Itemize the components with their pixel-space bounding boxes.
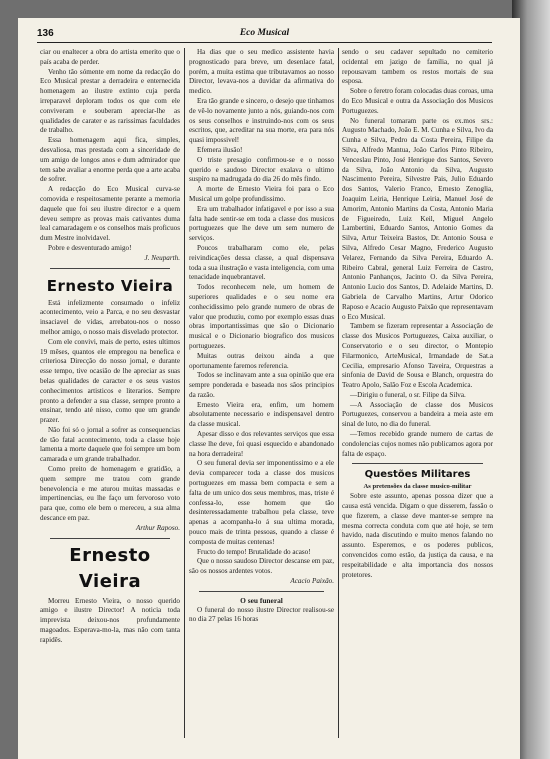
separator [50,268,170,269]
paragraph: Apesar disso e dos relevantes serviços que essa classe lhe deve, foi quasi esquecido e abandonado na hora derradeira! [189,430,334,458]
column-2 [189,48,334,738]
section-subheading: O seu funeral [240,595,283,605]
paragraph: Com ele convivi, mais de perto, estes ultimos 19 mêses, quantos ele empregou na benefica e criteriosa Direcção do nosso jornal, e durante esse tempo, tive ocasião de lhe apreciar as suas belas qualidades de caracter e os seus vastos conhecimentos artisticos e literarios. Sempre pronto a defender a sua classe, sempre pronto a ensinar, tendo até nisso, como que um grande prazer. [40,337,180,425]
paragraph: Todos se inclinavam ante a sua opinião que era sempre ponderada e baseada nos sãos principios da razão. [189,371,334,399]
paragraph: Todos reconhecem nele, um homem de superiores qualidades e o seu nome era conhecidissimo pelo grande numero de obras de valor que produziu, como por exemplo essas duas obras importantissimas que são o Dicionario musical e o Dicionario biografico dos musicos portuguezes. [189,283,334,350]
column-rule-2 [338,48,339,738]
article-heading: Ernesto Vieira [69,544,151,592]
paragraph: —Temos recebido grande numero de cartas de condolencias cujos nomes não publicamos agora por falta de espaço. [342,430,493,458]
paragraph: Era um trabalhador infatigavel e por isso a sua falta hade sentir-se em toda a classe dos musicos portuguezes que lhe deve um sem numero de serviços. [189,204,334,243]
paragraph: Efemera ilusão! [197,145,243,154]
signature: Arthur Raposo. [135,523,180,532]
column-1 [40,48,180,738]
paragraph: Que o nosso saudoso Director descanse em paz, são os nossos ardentes votos. [189,557,334,576]
paragraph: ciar ou enaltecer a obra do artista emerito que o país acaba de perder. [40,48,180,66]
paragraph: Venho tão sómente em nome da redacção do Eco Musical prestar a derradeira e enternecida homenagem ao ilustre extinto cuja perda irreparavel deploram todos os que com ele conviveram e souberam apreciar-lhe as qualidades de carater e as rarissimas faculdades de trabalho. [40,67,180,135]
paragraph: O funeral do nosso ilustre Director realisou-se no dia 27 pelas 16 horas [189,605,334,624]
paragraph: —Dirigiu o funeral, o sr. Filipe da Silva. [350,390,466,399]
paragraph: Poucos trabalharam como ele, pelas reivindicações dessa classe, a qual dispensava toda a sua ilustração e vasta inteligencia, com uma tenacidade inquebrantavel. [189,243,334,282]
article-heading: Questões Militares [364,469,471,481]
paragraph: Ernesto Vieira era, enfim, um homem absolutamente necessario e indispensavel dentro da classe musical. [189,400,334,429]
separator [199,591,324,592]
article-heading: Ernesto Vieira [46,276,174,295]
signature: J. Neuparth. [144,253,180,262]
paragraph: O triste presagio confirmou-se e o nosso querido e saudoso Director exalava o ultimo suspiro na madrugada do dia 26 do mês findo. [189,155,334,184]
paragraph: Sobre este assunto, apenas possoa dizer que a causa está vencida. Digam o que disserem, fassão o que fizerem, a classe deve manter-se sempre na mesma correcta conduta com que até hoje, se tem havido, nada discutindo e muito menos falando no assunto. Esperemos, e os poderes publicos, convencidos como estão, da justiça da causa, e na respeitabilidade e alta importancia dos nossos protetores. [342,492,493,579]
journal-title: Eco Musical [239,28,290,38]
paragraph: Muitas outras deixou ainda a que oportunamente faremos referencia. [189,351,334,370]
separator [50,538,170,539]
paragraph: Tambem se fizeram representar a Associação de classe dos Musicos Portuguezes, Caixa auxiliar, o Conservatorio e o seu director, o Montepio Filarmonico, ArteMusical, Irmandade de Sat.a Cecilia, empresario Afonso Taveira, Orquestras a sinfonia de David de Sousa e Blanch, orquestra do Teatro Apolo, Salão Foz e Escola Academica. [342,322,493,390]
paragraph: Pobre e desventurado amigo! [48,243,132,252]
column-rule-1 [184,48,185,738]
paragraph: Não foi só o jornal a sofrer as consequencias de tão fatal acontecimento, toda a classe hoje lamenta a morte daquele que foi sempre um bom camarada e um grande trabalhador. [40,425,180,464]
paragraph: Está infelizmente consumado o infeliz acontecimento, veio a Parca, e no seu desvastar insaciavel de vidas, arrebatou-nos o nosso melhor amigo, o nosso mais disvelado protector. [40,298,180,336]
paragraph: Essa homenagem aqui fica, simples, desvaliosa, mas prestada com a sinceridade de um amigo de longos anos e dum admirador que tem sabe avaliar a enorme perda que a arte acaba de sofrer. [40,136,180,184]
paragraph: Fructo do tempo! Brutalidade do acaso! [197,547,311,556]
paragraph: Sobre o feretro foram colocadas duas coroas, uma do Eco Musical e outra da Associação dos Musicos Portuguezes. [342,87,493,115]
column-3 [342,48,493,738]
paragraph: Como preito de homenagem e gratidão, a quem sempre me tratou com grande benevolencia e me aturou muitas massadas e impertinencias, eu lhe faço um fervoroso voto para que, como ele bem o mereceu, a sua alma descance em paz. [40,465,180,523]
separator [352,463,483,464]
signature: Acacio Paixão. [290,577,334,586]
paragraph: Ha dias que o seu medico assistente havia prognosticado para breve, um desenlace fatal, porém, a muita estima que tributavamos ao nosso Director, levava-nos a duvidar da afirmativa do medico. [189,48,334,96]
article-subheading: As pretensões da classe musico-militar [363,483,472,491]
page-header [37,28,492,43]
paragraph: A redacção do Eco Musical curva-se comovida e respeitosamente perante a memoria daquele que foi seu ilustre director e a quem deveu sempre as provas mais cativantes duma leal camaradagem e os conselhos mais proficuos dum Mestre inolvidavel. [40,185,180,243]
paragraph: Era tão grande e sincero, o desejo que tinhamos de vê-lo novamente junto a nós, guiando-nos com os seus conselhos e instruindo-nos com os seus escritos, que, acreditar na sua morte, era para nós quasi impossivel! [189,96,334,145]
paragraph: sendo o seu cadaver sepultado no cemiterio ocidental em jazigo de familia, no qual já repousavam tambem os restos mortais de sua esposa. [342,48,493,86]
page-number: 136 [37,28,54,39]
paragraph: O seu funeral devia ser imponentissimo e a ele devia comparecer toda a classe dos musicos portuguezes em massa bem compacta e sem a falta de um unico dos seus membros, mas, triste é confessa-lo, esse homem que tão desinteressadamente trabalhou pela classe, teve apenas a acompanha-lo á sua ultima morada, pouco mais de trinta pessoas, quando a classe é composta de muitas centenas! [189,459,334,546]
paragraph: A morte de Ernesto Vieira foi para o Eco Musical um golpe profundissimo. [189,185,334,203]
paragraph: —A Associação de classe dos Musicos Portuguezes, conservou a bandeira a meia aste em sinal de luto, no dia do funeral. [342,400,493,429]
paragraph: No funeral tomaram parte os ex.mos srs.: Augusto Machado, João E. M. Cunha e Silva, Ivo da Cunha e Silva, Pedro da Costa Pereira, Filipe da Silva, Alfredo Mantua, João Carlos Pinto Ribeiro, Venceslau Pinto, José Henrique dos Santos, Severo da Silva, João Antonio da Silva, Augusto Nascimento Pereira, Silvestre Pais, Julio Eduardo dos Santos, Valerio Franco, Ernesto Zenoglia, Joaquim Leiria, Henrique Leiria, Manuel José de Amorim, Antonio Martins da Costa, Antonio Maria de Figueiredo, Luiz Keil, Miguel Angelo Lambertini, Eduardo Santos, Antonio Gomes da Silva, Artur Teixeira Bastos, Dr. Antonio Sousa e Silva, Alfredo Cesar Magno, Frederico Augusto Velarez, Fernando da Silva Pereira, Eduardo A. Ribeiro Cabral, general Luiz Ferreira de Castro, Antonio Panhanços, Jacinto O. da Silva Pereira, Antonio Lucio dos Santos, D. Adelaide Martins, D. Gabriela de Carvalho Martins, Artur Odorico Raposo e Acacio Augusto Paixão que representavam o Eco Musical. [342,116,493,321]
paragraph: Morreu Ernesto Vieira, o nosso querido amigo e ilustre Director! A noticia toda imprevista deixou-nos profundamente magoados. Esperava-mo-la, mas não com tanta rapidês. [40,596,180,644]
